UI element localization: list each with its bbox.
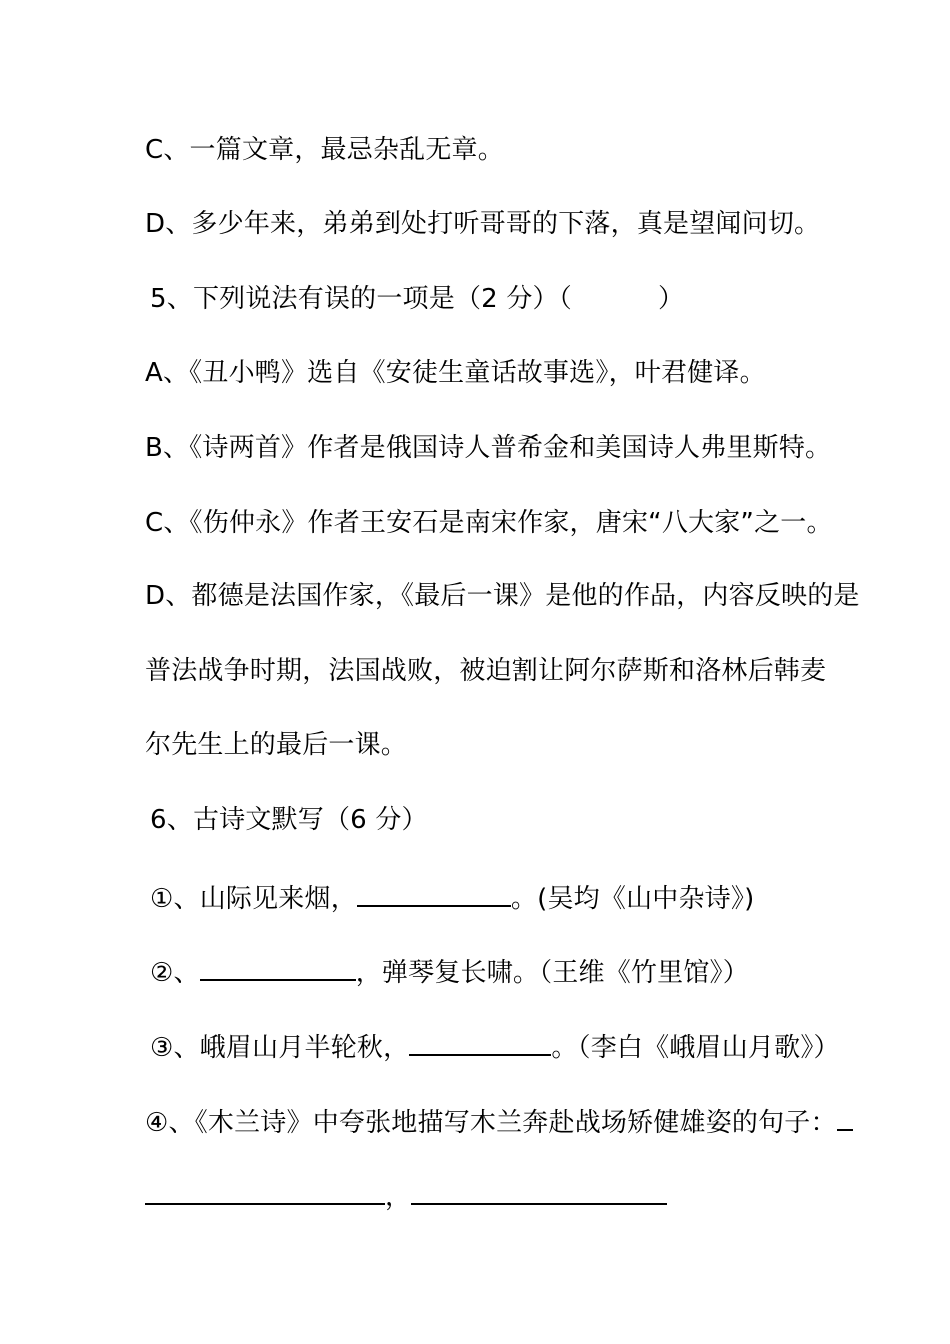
q6-item-4 bbox=[145, 1101, 853, 1141]
q4-option-d: D、多少年来，弟弟到处打听哥哥的下落，真是望闻问切。 bbox=[145, 209, 821, 239]
q6-item-4-answer-line bbox=[145, 1175, 667, 1215]
q6-item-3-prefix: ③、峨眉山月半轮秋， bbox=[150, 1033, 410, 1063]
q6-item-1-blank[interactable] bbox=[357, 877, 511, 907]
q6-item-4-text: ④、《木兰诗》中夸张地描写木兰奔赴战场矫健雄姿的句子： bbox=[145, 1108, 837, 1138]
q6-item-4-blank-2[interactable] bbox=[411, 1175, 667, 1205]
q6-item-3-suffix: 。（李白《峨眉山月歌》） bbox=[551, 1033, 840, 1063]
q6-item-2-blank[interactable] bbox=[200, 951, 356, 981]
q5-stem-close: ） bbox=[657, 284, 685, 314]
q5-option-d-line1: D、都德是法国作家，《最后一课》是他的作品，内容反映的是 bbox=[145, 581, 860, 611]
q5-option-c: C、《伤仲永》作者王安石是南宋作家，唐宋“八大家”之一。 bbox=[145, 508, 833, 538]
q5-stem-text: 5、下列说法有误的一项是（2 分）（ bbox=[150, 284, 572, 314]
q6-item-3-blank[interactable] bbox=[409, 1026, 551, 1056]
q6-item-2-suffix: ，弹琴复长啸。（王维《竹里馆》） bbox=[355, 958, 749, 988]
q6-item-3 bbox=[150, 1026, 840, 1066]
q6-item-4-blank-1[interactable] bbox=[145, 1175, 385, 1205]
q6-item-1 bbox=[150, 877, 754, 917]
q6-item-2-prefix: ②、 bbox=[150, 958, 200, 988]
q6-item-1-prefix: ①、山际见来烟， bbox=[150, 884, 357, 914]
q6-item-4-blank-start[interactable] bbox=[837, 1101, 853, 1131]
q5-option-d-line3: 尔先生上的最后一课。 bbox=[145, 730, 408, 760]
q6-item-1-suffix: 。(吴均《山中杂诗》) bbox=[510, 884, 755, 914]
q4-option-c: C、一篇文章，最忌杂乱无章。 bbox=[145, 135, 504, 165]
q6-item-4-separator: ， bbox=[385, 1182, 412, 1212]
q5-option-b: B、《诗两首》作者是俄国诗人普希金和美国诗人弗里斯特。 bbox=[145, 433, 832, 463]
q6-title: 6、古诗文默写（6 分） bbox=[150, 805, 428, 835]
q5-option-d-line2: 普法战争时期，法国战败，被迫割让阿尔萨斯和洛林后韩麦 bbox=[145, 656, 827, 686]
q5-stem bbox=[150, 281, 684, 317]
q5-option-a: A、《丑小鸭》选自《安徒生童话故事选》，叶君健译。 bbox=[145, 358, 766, 388]
q6-item-2 bbox=[150, 951, 749, 991]
